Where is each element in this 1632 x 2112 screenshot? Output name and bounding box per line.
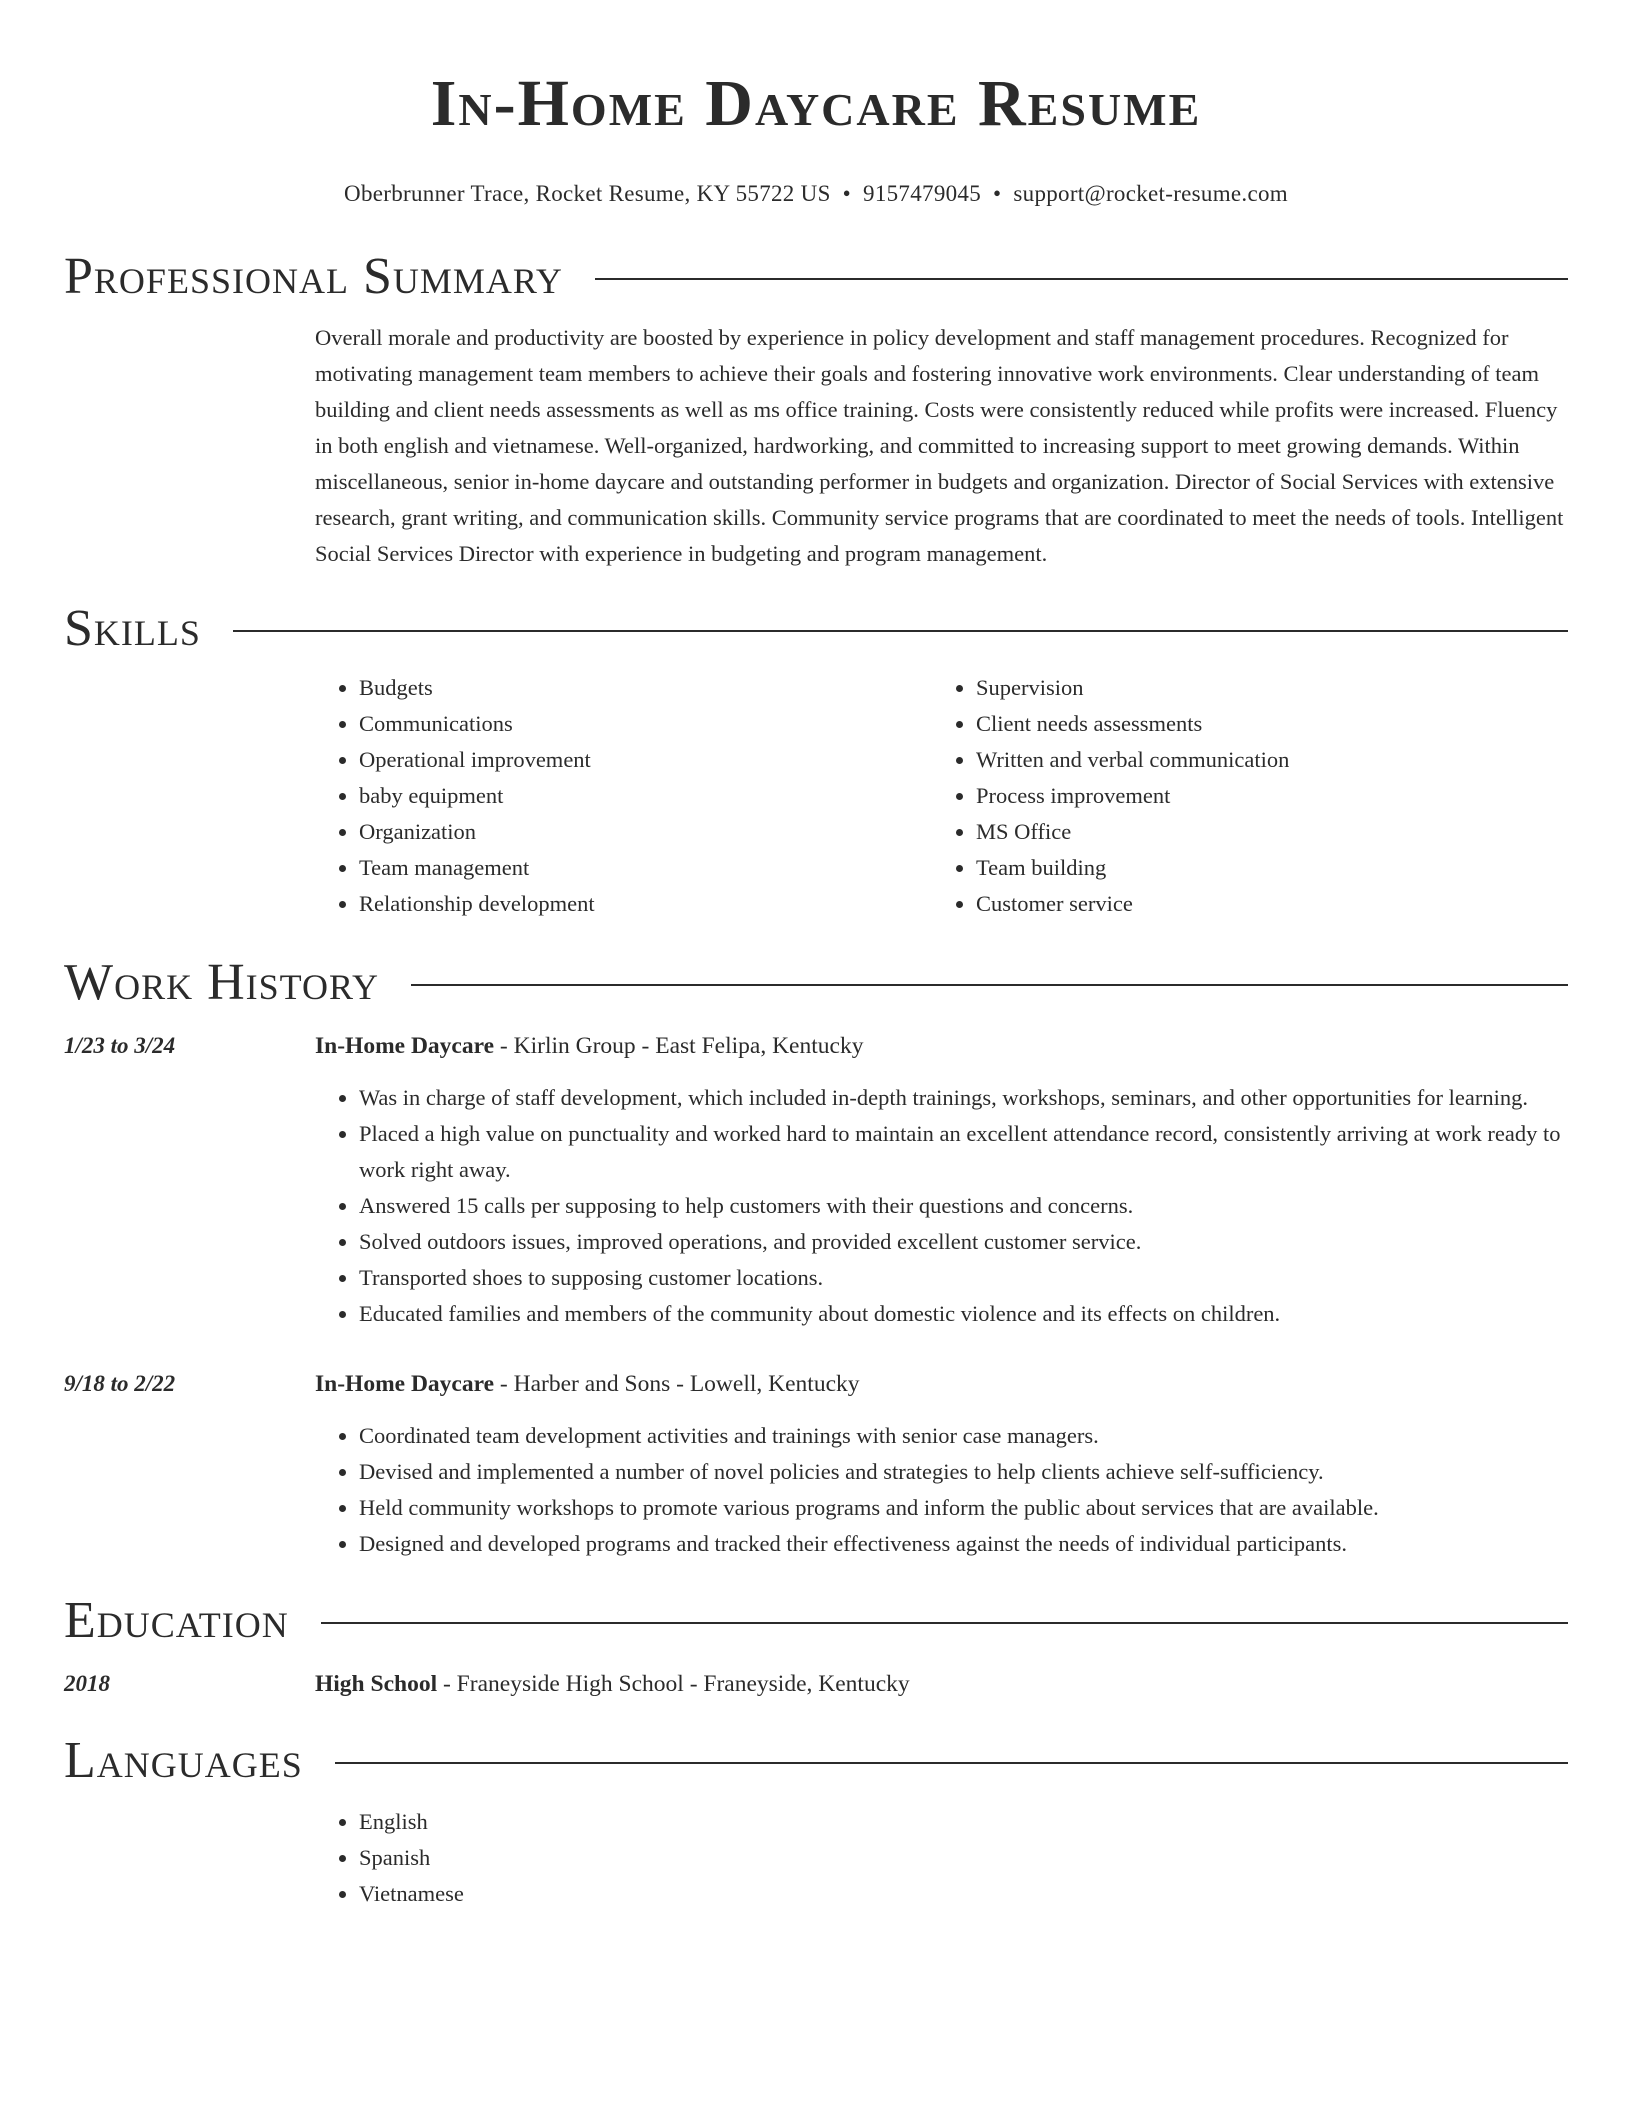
section-title: Education (64, 1592, 289, 1649)
languages-list (315, 1804, 1568, 1912)
skill-item: • baby equipment (359, 778, 932, 814)
job-entry (64, 1366, 1568, 1562)
summary-text: Overall morale and productivity are boosted by experience in policy development and staff management procedures. Recognized for motivating management team members to achieve their goals and fostering innovative work environments. Clear understanding of team building and client needs assessments as well as ms office training. Costs were consistently reduced while profits were increased. Fluency in both english and vietnamese. Well-organized, hardworking, and committed to increasing support to meet growing demands. Within miscellaneous, senior in-home daycare and outstanding performer in budgets and organization. Director of Social Services with extensive research, grant writing, and communication skills. Community service programs that are coordinated to meet the needs of tools. Intelligent Social Services Director with experience in budgeting and program management. (315, 325, 1564, 566)
resume-title: In-Home Daycare Resume (430, 67, 1202, 140)
skill-item: • Communications (359, 706, 932, 742)
skill-item: • Supervision (976, 670, 1549, 706)
section-divider (321, 1622, 1568, 1624)
section-education-heading (64, 1590, 1568, 1652)
job-bullet: • Coordinated team development activities and trainings with senior case managers. (359, 1418, 1568, 1454)
skills-column-left (315, 670, 932, 922)
job-bullets (315, 1080, 1568, 1332)
job-title: In-Home Daycare (315, 1033, 495, 1059)
skill-item: • Relationship development (359, 886, 932, 922)
section-title: Work History (64, 954, 380, 1011)
skills-list (315, 670, 1568, 922)
resume-page (64, 0, 1568, 1912)
education-title: High School (315, 1671, 438, 1697)
job-date: 9/18 to 2/22 (64, 1371, 176, 1396)
language-item: • Vietnamese (359, 1876, 1568, 1912)
job-bullet: • Held community workshops to promote various programs and inform the public about services that are available. (359, 1490, 1568, 1526)
skill-item: • MS Office (976, 814, 1549, 850)
job-details: - Harber and Sons - Lowell, Kentucky (494, 1371, 860, 1397)
job-bullet: • Transported shoes to supposing customer locations. (359, 1260, 1568, 1296)
skill-item: • Operational improvement (359, 742, 932, 778)
section-title: Professional Summary (64, 248, 563, 305)
job-bullet: • Was in charge of staff development, which included in-depth trainings, workshops, seminars, and other opportunities for learning. (359, 1080, 1568, 1116)
education-details: - Franeyside High School - Franeyside, Kentucky (437, 1671, 910, 1697)
section-title: Skills (64, 600, 201, 657)
job-heading (315, 1028, 1568, 1064)
contact-separator: • (993, 181, 1002, 206)
section-skills-heading (64, 598, 1568, 660)
job-bullet: • Devised and implemented a number of novel policies and strategies to help clients achieve self-sufficiency. (359, 1454, 1568, 1490)
skills-column-right (932, 670, 1549, 922)
section-summary-heading (64, 246, 1568, 308)
contact-email: support@rocket-resume.com (1013, 181, 1288, 206)
section-divider (335, 1762, 1568, 1764)
contact-line (64, 180, 1568, 208)
contact-phone: 9157479045 (863, 181, 982, 206)
job-bullet: • Educated families and members of the community about domestic violence and its effects on children. (359, 1296, 1568, 1332)
job-heading (315, 1366, 1568, 1402)
job-bullet: • Solved outdoors issues, improved operations, and provided excellent customer service. (359, 1224, 1568, 1260)
skill-item: • Process improvement (976, 778, 1549, 814)
skill-item: • Client needs assessments (976, 706, 1549, 742)
contact-separator: • (842, 181, 852, 206)
contact-address: Oberbrunner Trace, Rocket Resume, KY 55722 US (344, 181, 831, 206)
skill-item: • Budgets (359, 670, 932, 706)
job-bullets (315, 1418, 1568, 1562)
section-work-heading (64, 952, 1568, 1014)
skill-item: • Customer service (976, 886, 1549, 922)
job-date: 1/23 to 3/24 (64, 1033, 176, 1058)
section-languages-heading (64, 1730, 1568, 1792)
language-item: • English (359, 1804, 1568, 1840)
language-item: • Spanish (359, 1840, 1568, 1876)
education-heading (315, 1666, 1568, 1702)
section-divider (595, 278, 1568, 280)
education-entry (64, 1666, 1568, 1702)
job-entry (64, 1028, 1568, 1332)
languages-bullets (315, 1804, 1568, 1912)
job-bullet: • Designed and developed programs and tracked their effectiveness against the needs of individual participants. (359, 1526, 1568, 1562)
job-title: In-Home Daycare (315, 1371, 495, 1397)
job-bullet: • Answered 15 calls per supposing to help customers with their questions and concerns. (359, 1188, 1568, 1224)
section-title: Languages (64, 1732, 303, 1789)
skill-item: • Team management (359, 850, 932, 886)
skill-item: • Organization (359, 814, 932, 850)
job-details: - Kirlin Group - East Felipa, Kentucky (494, 1033, 864, 1059)
skill-item: • Written and verbal communication (976, 742, 1549, 778)
section-divider (233, 630, 1568, 632)
skill-item: • Team building (976, 850, 1549, 886)
job-bullet: • Placed a high value on punctuality and worked hard to maintain an excellent attendance record, consistently arriving at work ready to work right away. (359, 1116, 1568, 1188)
education-date: 2018 (64, 1671, 110, 1696)
section-divider (411, 984, 1568, 986)
summary-body (315, 320, 1568, 572)
